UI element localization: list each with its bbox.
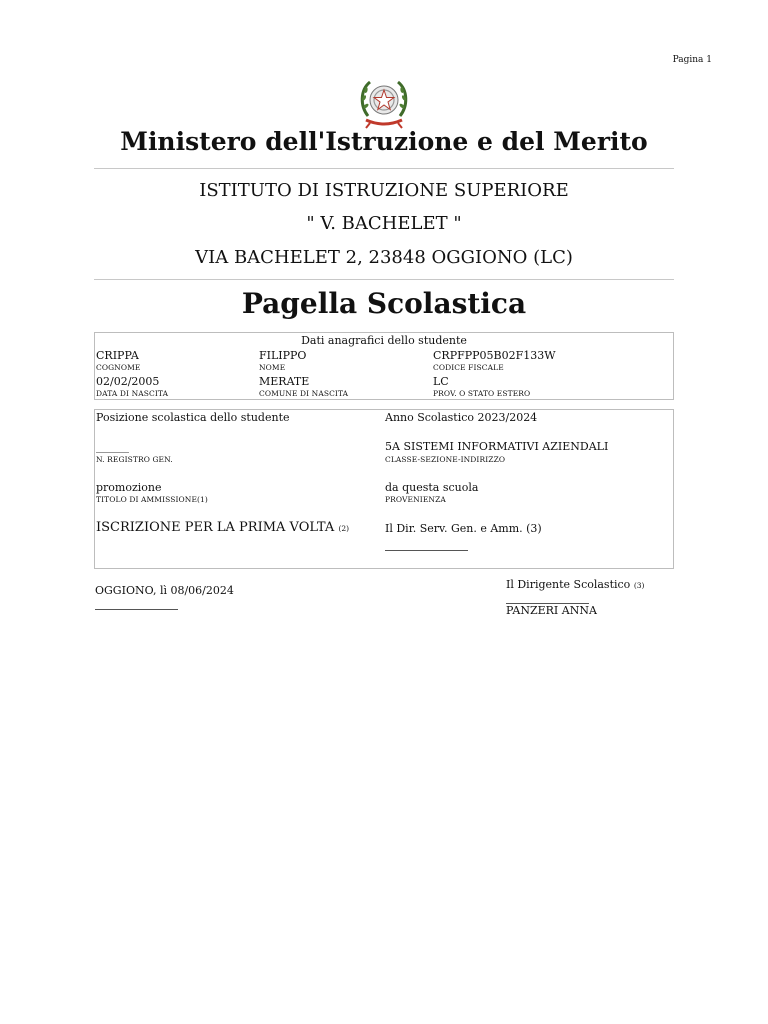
admission-value: promozione: [96, 481, 162, 494]
principal-name: PANZERI ANNA: [506, 604, 597, 617]
birth-town-label: COMUNE DI NASCITA: [259, 389, 349, 398]
school-address: VIA BACHELET 2, 23848 OGGIONO (LC): [195, 247, 573, 268]
class-label: CLASSE-SEZIONE-INDIRIZZO: [385, 455, 506, 464]
document-title: Pagella Scolastica: [241, 287, 527, 320]
origin-label: PROVENIENZA: [385, 495, 446, 504]
ministry-title: Ministero dell'Istruzione e del Merito: [120, 127, 648, 156]
class-value: 5A SISTEMI INFORMATIVI AZIENDALI: [385, 440, 609, 453]
surname-value: CRIPPA: [96, 349, 139, 362]
province-value: LC: [433, 375, 449, 388]
name-value: FILIPPO: [259, 349, 307, 362]
surname-label: COGNOME: [96, 363, 141, 372]
province-label: PROV. O STATO ESTERO: [433, 389, 531, 398]
student-section-title: Dati anagrafici dello studente: [301, 334, 467, 347]
principal-note: (3): [633, 581, 645, 590]
director-services-label: Il Dir. Serv. Gen. e Amm. (3): [385, 522, 542, 535]
birth-date-value: 02/02/2005: [96, 375, 160, 388]
principal-title: Il Dirigente Scolastico: [506, 578, 631, 591]
name-label: NOME: [259, 363, 286, 372]
registry-value: ______: [96, 440, 129, 453]
registry-label: N. REGISTRO GEN.: [96, 455, 173, 464]
school-type: ISTITUTO DI ISTRUZIONE SUPERIORE: [199, 180, 569, 201]
page-number: Pagina 1: [672, 55, 712, 65]
republic-emblem-icon: [358, 76, 410, 130]
birth-town-value: MERATE: [259, 375, 310, 388]
enrollment-text: ISCRIZIONE PER LA PRIMA VOLTA: [96, 520, 335, 535]
birth-date-label: DATA DI NASCITA: [96, 389, 169, 398]
admission-label: TITOLO DI AMMISSIONE(1): [96, 495, 208, 504]
director-signature-line: [385, 550, 468, 551]
tax-code-label: CODICE FISCALE: [433, 363, 504, 372]
enrollment-status: [96, 520, 349, 535]
place-date: OGGIONO, lì 08/06/2024: [95, 584, 234, 597]
divider: [94, 168, 674, 169]
principal-title-line: [506, 578, 644, 591]
position-section-title: Posizione scolastica dello studente: [96, 411, 290, 424]
enrollment-note: (2): [338, 524, 350, 533]
origin-value: da questa scuola: [385, 481, 479, 494]
school-year: Anno Scolastico 2023/2024: [385, 411, 538, 424]
date-signature-line: [95, 609, 178, 610]
school-position-box: [94, 409, 674, 569]
school-name: " V. BACHELET ": [306, 213, 462, 234]
divider: [94, 279, 674, 280]
tax-code-value: CRPFPP05B02F133W: [433, 349, 556, 362]
